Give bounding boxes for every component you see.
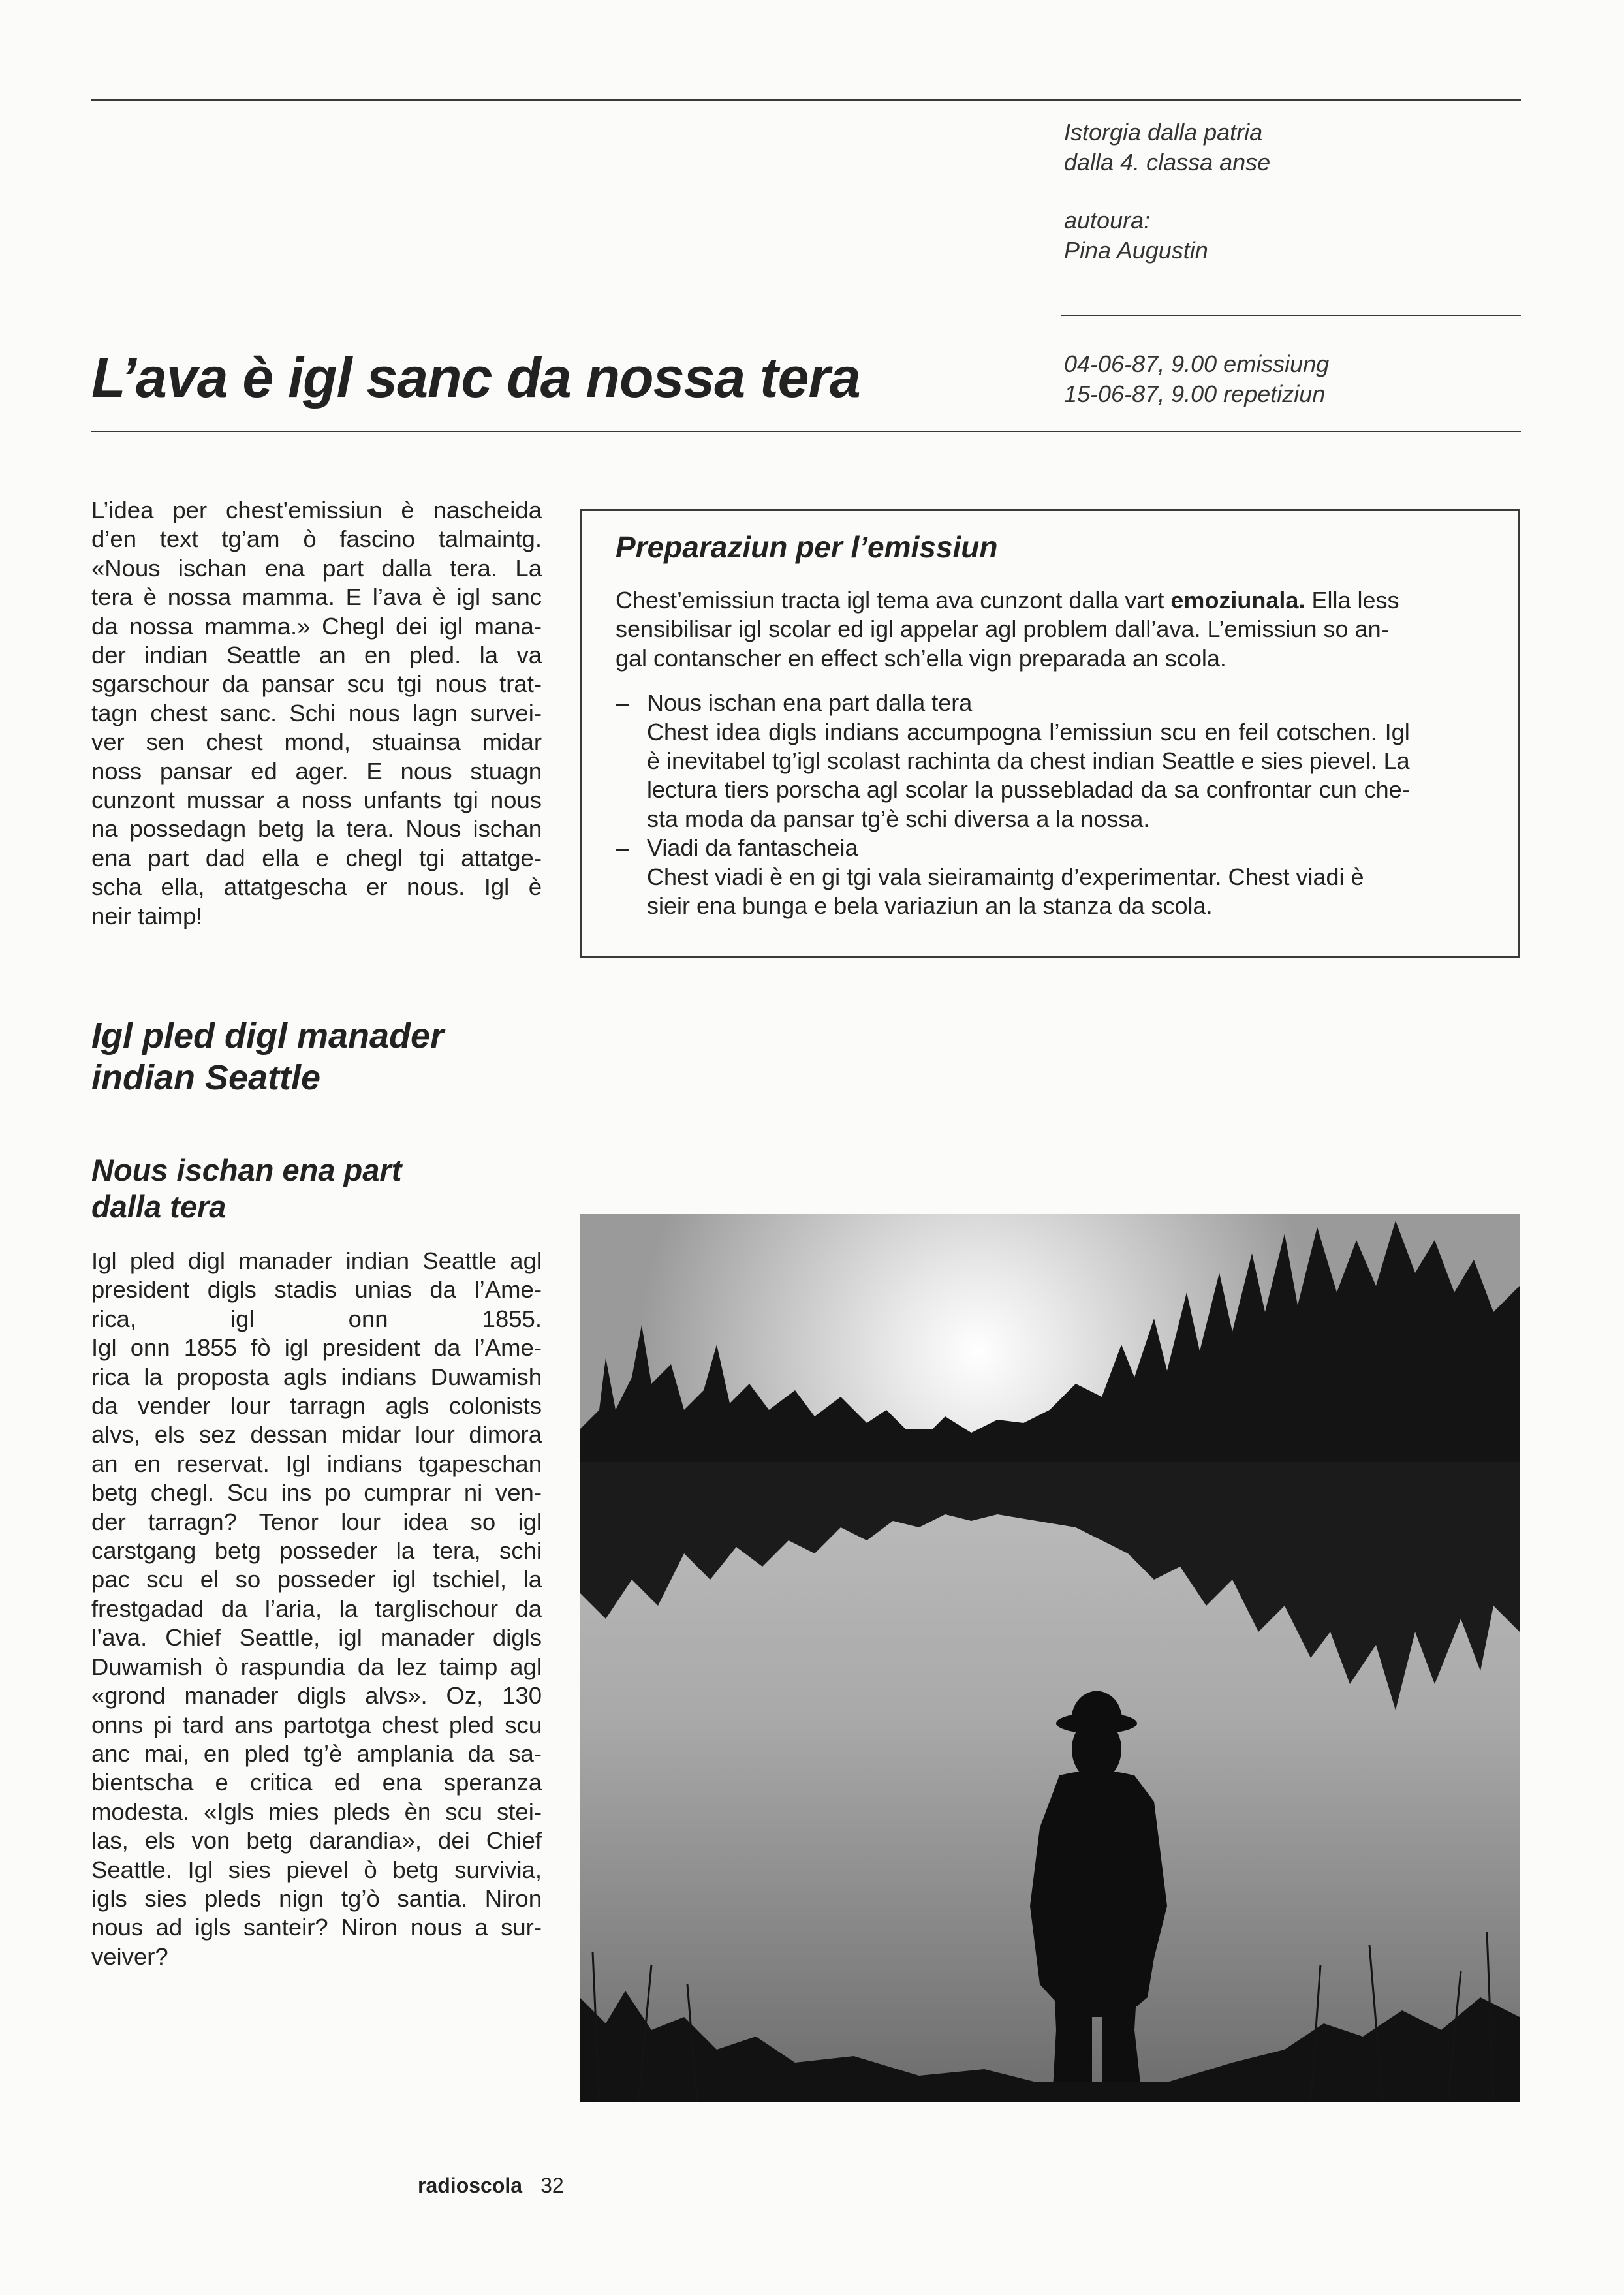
speech-line: las, els von betg darandia», dei Chief [91,1827,542,1854]
footer-brand: radioscola [418,2174,523,2197]
speech-line: da vender lour tarragn agls colonists [91,1392,542,1420]
subsection-title-line: Nous ischan ena part [91,1153,402,1187]
speech-line: Duwamish ò raspundia da lez taimp agl [91,1653,542,1680]
intro-line: der indian Seattle an en pled. la va [91,642,542,669]
preparation-box [580,509,1520,958]
emphasis-text: emoziunala. [1170,587,1305,614]
speech-line: Seattle. Igl sies pievel ò betg survivia, [91,1856,542,1883]
author-meta [1064,206,1208,266]
intro-line: d’en text tg’am ò fascino talmaintg. [91,525,542,553]
speech-text [91,1247,542,1971]
series-meta [1064,117,1270,178]
page-title: L’ava è igl sanc da nossa tera [91,347,860,409]
list-item-heading: Viadi da fantascheia [647,834,858,862]
preparation-line [616,615,1484,644]
preparation-list-item [616,834,1484,920]
intro-line: «Nous ischan ena part dalla tera. La [91,554,542,582]
speech-line: veiver? [91,1943,168,1970]
schedule-meta [1064,349,1329,409]
preparation-text: Ella less [1305,587,1399,614]
speech-line: modesta. «Igls mies pleds èn scu stei- [91,1798,542,1825]
preparation-text: gal contanscher en effect sch’ella vign preparada an scola. [616,644,1226,672]
speech-line: rica, igl onn 1855. [91,1305,542,1332]
intro-line: na possedagn betg la tera. Nous ischan [91,815,542,843]
speech-line: bientscha e critica ed ena speranza [91,1769,542,1796]
meta-rule [1061,315,1521,316]
photo-illustration [580,1214,1520,2102]
title-rule [91,431,1521,432]
section-title [91,1015,444,1099]
speech-line: nous ad igls santeir? Niron nous a sur- [91,1914,542,1941]
list-dash: – [616,689,629,717]
speech-line: betg chegl. Scu ins po cumprar ni ven- [91,1479,542,1507]
intro-line: sgarschour da pansar scu tgi nous trat- [91,670,542,698]
audience-label: dalla 4. classa anse [1064,149,1271,176]
series-label: Istorgia dalla patria [1064,119,1263,146]
speech-line: igls sies pleds nign tg’ò santia. Niron [91,1884,542,1912]
speech-line: president digls stadis unias da l’Ame- [91,1276,542,1304]
list-item-line: sieir ena bunga e bela variaziun an la stanza da scola. [647,892,1213,920]
list-item-line: Chest viadi è en gi tgi vala sieiramaintg d’experimentar. Chest viadi è [647,863,1364,890]
speech-line: frestgadad da l’aria, la targlischour da [91,1595,542,1622]
list-item-body [647,689,1410,834]
subsection-title [91,1152,401,1225]
preparation-line [616,586,1484,615]
preparation-paragraph [616,586,1484,673]
speech-line: onns pi tard ans partotga chest pled scu [91,1711,542,1738]
repeat-date: 15-06-87, 9.00 repetiziun [1064,381,1326,407]
list-item-body [647,834,1364,920]
speech-line: Igl onn 1855 fò igl president da l’Ame- [91,1334,542,1362]
list-item-line: sta moda da pansar tg’è schi diversa a la nossa. [647,805,1150,832]
section-title-line: Igl pled digl manader [91,1016,445,1055]
list-item-line: è inevitabel tg’igl scolast rachinta da chest indian Seattle e sies pievel. La [647,747,1410,775]
intro-line: scha ella, attatgescha er nous. Igl è [91,873,542,901]
page-footer [418,2174,564,2198]
broadcast-date: 04-06-87, 9.00 emissiung [1064,351,1330,377]
list-dash: – [616,834,629,862]
intro-line: neir taimp! [91,902,203,929]
preparation-title: Preparaziun per l’emissiun [616,530,998,564]
speech-line: an en reservat. Igl indians tgapeschan [91,1450,542,1477]
intro-line: L’idea per chest’emissiun è nascheida [91,497,542,523]
speech-line: rica la proposta agls indians Duwamish [91,1363,542,1390]
preparation-list-item [616,689,1484,834]
subsection-title-line: dalla tera [91,1189,226,1224]
intro-text [91,496,542,931]
page-number: 32 [540,2174,564,2197]
speech-line: anc mai, en pled tg’è amplania da sa- [91,1740,542,1767]
top-rule [91,99,1521,101]
intro-line: cunzont mussar a noss unfants tgi nous [91,787,542,814]
preparation-line [616,644,1484,673]
speech-line: carstgang betg posseder la tera, schi [91,1537,542,1565]
preparation-body [616,586,1484,920]
intro-line: tera è nossa mamma. E l’ava è igl sanc [91,584,542,611]
intro-line: ver sen chest mond, stuainsa midar [91,728,542,756]
list-item-heading: Nous ischan ena part dalla tera [647,689,973,717]
intro-line: noss pansar ed ager. E nous stuagn [91,757,542,785]
lake-silhouette-photo [580,1214,1520,2102]
list-item-line: lectura tiers porscha agl scolar la pussebladad da sa confrontar cun che- [647,776,1410,804]
speech-line: l’ava. Chief Seattle, igl manader digls [91,1624,542,1651]
intro-line: da nossa mamma.» Chegl dei igl mana- [91,612,542,640]
intro-line: ena part dad ella e chegl tgi attatge- [91,844,542,871]
author-name: Pina Augustin [1064,237,1208,264]
author-label: autoura: [1064,207,1151,234]
list-item-line: Chest idea digls indians accumpogna l’emissiun scu en feil cotschen. Igl [647,718,1410,745]
intro-line: tagn chest sanc. Schi nous lagn survei- [91,699,542,726]
speech-line: alvs, els sez dessan midar lour dimora [91,1421,542,1448]
speech-line: Igl pled digl manader indian Seattle agl [91,1247,542,1274]
preparation-text: Chest’emissiun tracta igl tema ava cunzont dalla vart [616,587,1171,614]
section-title-line: indian Seattle [91,1058,321,1097]
speech-line: «grond manader digls alvs». Oz, 130 [91,1682,542,1710]
speech-line: der tarragn? Tenor lour idea so igl [91,1508,542,1535]
preparation-text: sensibilisar igl scolar ed igl appelar agl problem dall’ava. L’emissiun so an- [616,616,1389,643]
speech-line: pac scu el so posseder igl tschiel, la [91,1566,542,1593]
